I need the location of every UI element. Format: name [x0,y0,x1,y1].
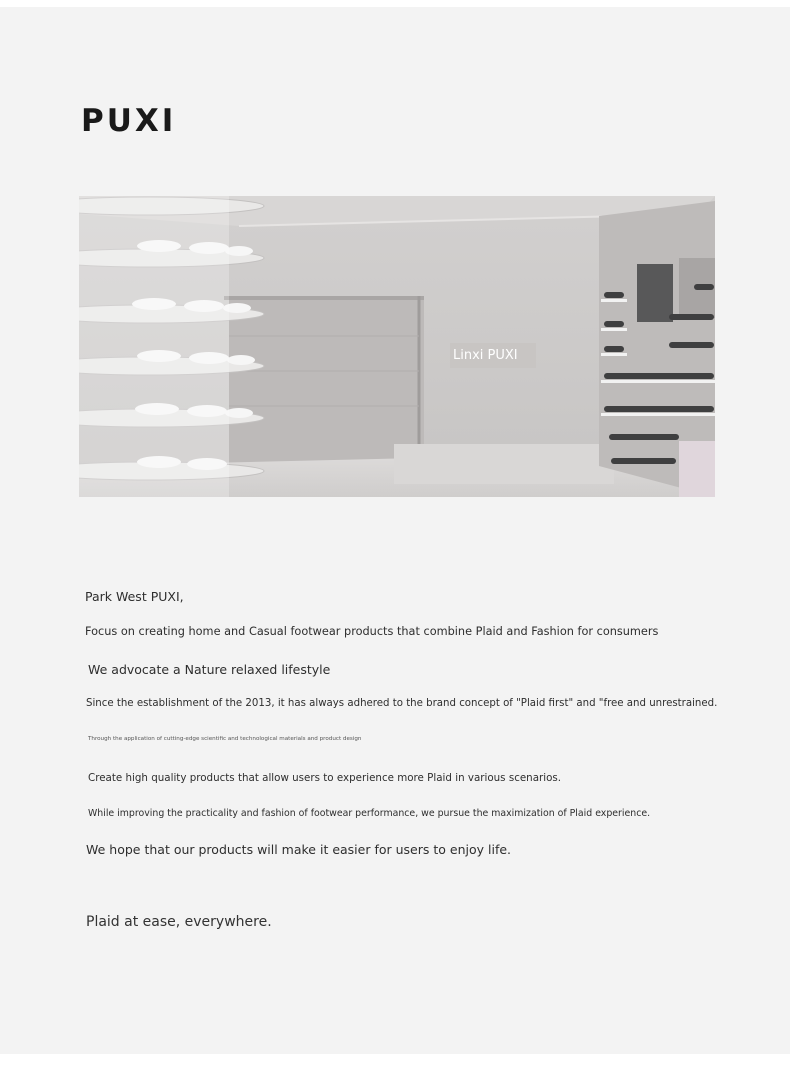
intro-line-hope: We hope that our products will make it easier for users to enjoy life. [86,842,512,857]
page-background [0,7,790,1054]
store-interior-illustration [79,196,715,497]
intro-line-advocate: We advocate a Nature relaxed lifestyle [88,662,331,677]
hero-overlay-label: Linxi PUXI [450,343,536,368]
intro-line-park-west: Park West PUXI, [85,589,184,604]
store-interior-image [79,196,715,497]
intro-line-create: Create high quality products that allow users to experience more Plaid in various scenarios. [88,772,562,784]
brand-slogan: Plaid at ease, everywhere. [86,914,272,930]
intro-line-focus: Focus on creating home and Casual footwear products that combine Plaid and Fashion for consumers [85,625,659,638]
intro-line-since: Since the establishment of the 2013, it has always adhered to the brand concept of "Plaid first" and "free and unrestrained. [86,698,718,709]
intro-line-through: Through the application of cutting-edge scientific and technological materials and product design [88,736,362,742]
brand-logo: PUXI [81,103,177,139]
intro-line-improving: While improving the practicality and fashion of footwear performance, we pursue the maximization of Plaid experience. [88,808,651,819]
